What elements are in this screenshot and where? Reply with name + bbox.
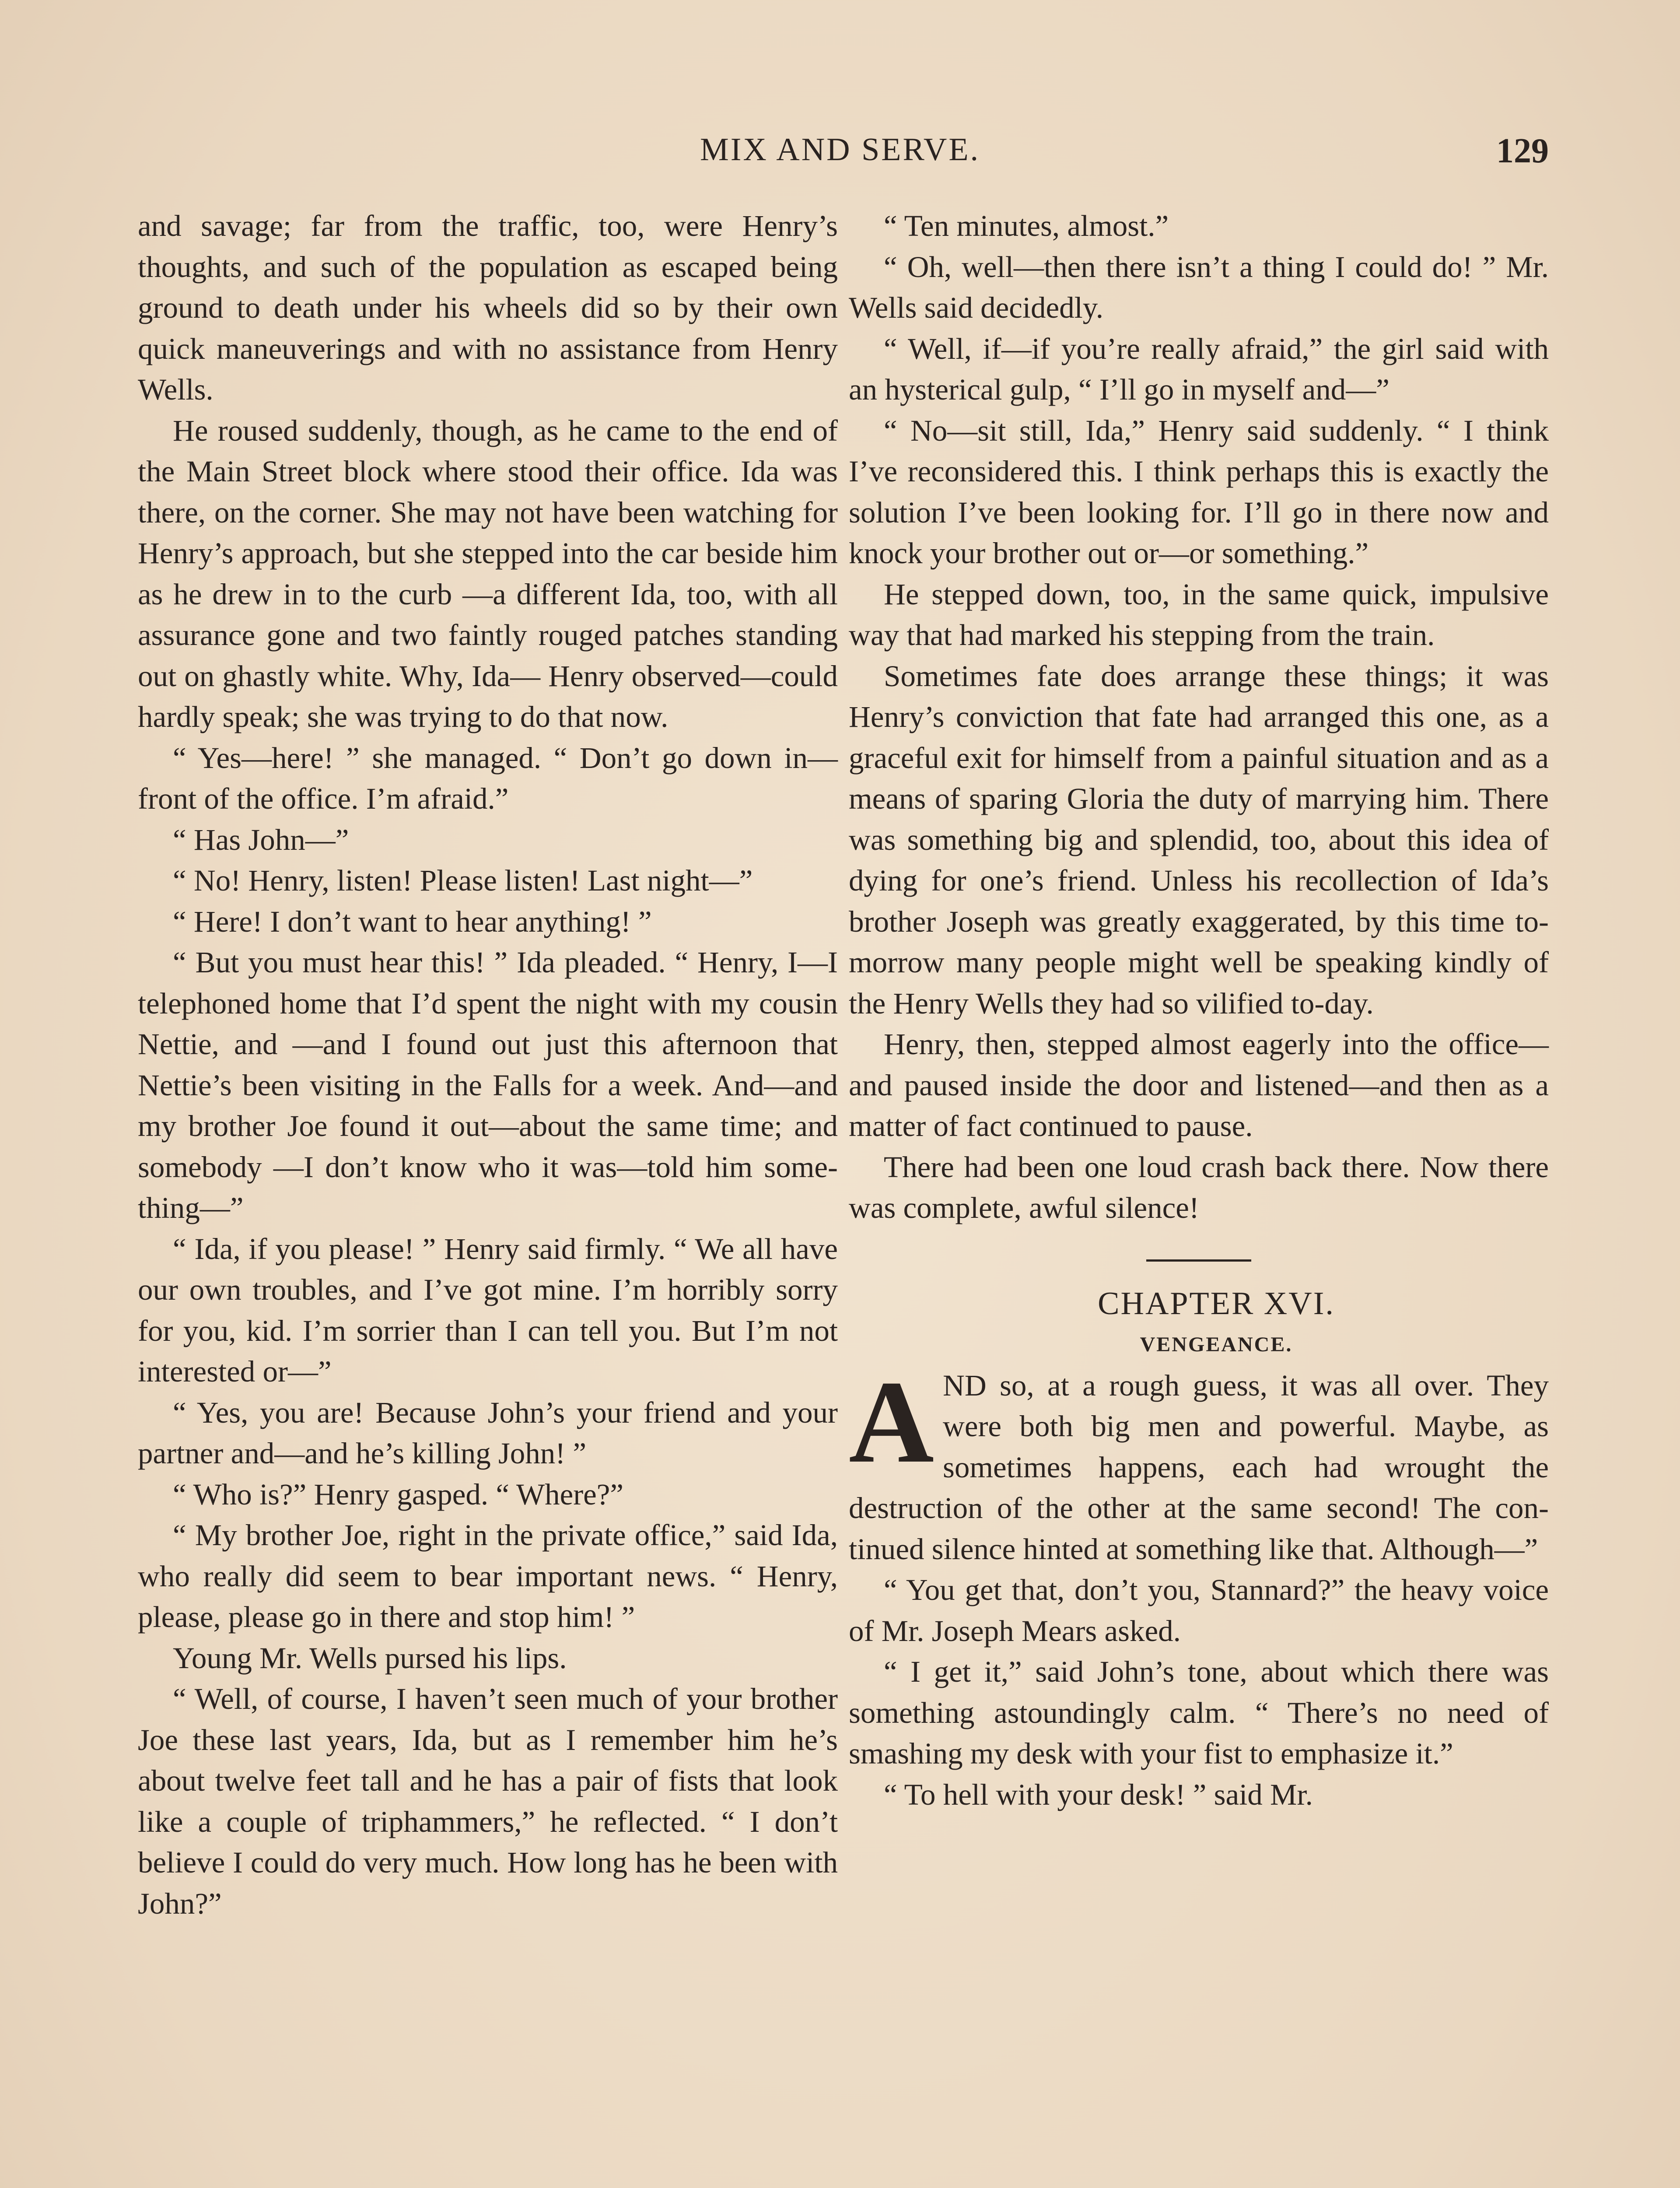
section-divider [1146,1259,1251,1262]
page-number: 129 [1496,132,1549,170]
running-title: MIX AND SERVE. [700,132,980,168]
drop-cap: A [849,1356,934,1487]
paragraph: “ Well, if—if you’re really afraid,” the girl said with an hysterical gulp, “ I’ll go in myself and—” [849,332,1549,406]
paragraph: “ No! Henry, listen! Please listen! Last night—” [173,864,753,897]
paragraph: “ Yes, you are! Because John’s your friend and your partner and—and he’s killing John! ” [138,1396,838,1470]
paragraph: “ Ten minutes, almost.” [884,209,1169,242]
paragraph: “ But you must hear this! ” Ida pleaded. “ Henry, I—I telephoned home that I’d spent the night with my cousin Nettie, and —and I found out just this afternoon that Nettie’s been visiting in the Falls for a week. And—and my brother Joe found it out—about the same time; and somebody —I don’t know who it was—told him something—” [138,946,838,1224]
paragraph: “ Yes—here! ” she managed. “ Don’t go down in—front of the office. I’m afraid.” [138,741,838,815]
paragraph: “ Ida, if you please! ” Henry said firmly. “ We all have our own troubles, and I’ve got mine. I’m horribly sorry for you, kid. I’m sorrier than I can tell you. But I’m not interested or—” [138,1232,838,1388]
paragraph: and savage; far from the traffic, too, were Henry’s thoughts, and such of the population as escaped being ground to death under his wheels did so by their own quick maneuverings and with no assistance from Henry Wells. [138,209,838,406]
paragraph: “ Oh, well—then there isn’t a thing I could do! ” Mr. Wells said decidedly. [849,250,1549,324]
paragraph: Young Mr. Wells pursed his lips. [173,1641,567,1675]
paragraph: “ Has John—” [173,823,349,856]
chapter-subtitle: VENGEANCE. [1140,1333,1293,1356]
paragraph: “ Here! I don’t want to hear anything! ” [173,905,652,938]
paragraph: “ You get that, don’t you, Stannard?” the heavy voice of Mr. Joseph Mears asked. [849,1573,1549,1648]
chapter-opening-paragraph [849,1356,1549,1570]
paragraph: Sometimes fate does arrange these things; it was Henry’s conviction that fate had arranged this one, as a graceful exit for himself from a painful situation and as a means of sparing Gloria the duty of marrying him. There was something big and splendid, too, about this idea of dying for one’s friend. Unless his recollection of Ida’s brother Joseph was greatly exaggerated, by this time to-morrow many people might well be speaking kindly of the Henry Wells they had so vilified to-day. [849,659,1549,1020]
paragraph: Henry, then, stepped almost eagerly into the office—and paused inside the door and listened—and then as a matter of fact continued to pause. [849,1027,1549,1143]
opening-text: ND so, at a rough guess, it was all over. They were both big men and powerful. Maybe, as sometimes happens, each had wrought the destruction of the other at the same second! The continued silence hinted at something like that. Although—” [849,1368,1549,1566]
right-column [849,206,1549,1815]
chapter-title: CHAPTER XVI. [1098,1285,1335,1322]
paragraph: He roused suddenly, though, as he came to the end of the Main Street block where stood their office. Ida was there, on the corner. She may not have been watching for Henry’s approach, but she stepped into the car beside him as he drew in to the curb —a different Ida, too, with all assurance gone and two faintly rouged patches standing out on ghastly white. Why, Ida— Henry observed—could hardly speak; she was trying to do that now. [138,414,838,733]
paragraph: “ I get it,” said John’s tone, about which there was something astoundingly calm. “ There’s no need of smashing my desk with your fist to emphasize it.” [849,1655,1549,1770]
paragraph: He stepped down, too, in the same quick, impulsive way that had marked his stepping from the train. [849,577,1549,652]
paragraph: “ Well, of course, I haven’t seen much of your brother Joe these last years, Ida, but as I remember him he’s about twelve feet tall and he has a pair of fists that look like a couple of triphammers,” he reflected. “ I don’t believe I could do very much. How long has he been with John?” [138,1682,838,1920]
left-column [138,206,838,1924]
paragraph: There had been one loud crash back there. Now there was complete, awful silence! [849,1150,1549,1224]
paragraph: “ To hell with your desk! ” said Mr. [884,1778,1313,1811]
page-header [131,131,1549,179]
paragraph: “ My brother Joe, right in the private office,” said Ida, who really did seem to bear important news. “ Henry, please, please go in there and stop him! ” [138,1518,838,1634]
paragraph: “ No—sit still, Ida,” Henry said suddenly. “ I think I’ve reconsidered this. I think perhaps this is exactly the solution I’ve been looking for. I’ll go in there now and knock your brother out or—or something.” [849,414,1549,570]
paragraph: “ Who is?” Henry gasped. “ Where?” [173,1477,624,1511]
